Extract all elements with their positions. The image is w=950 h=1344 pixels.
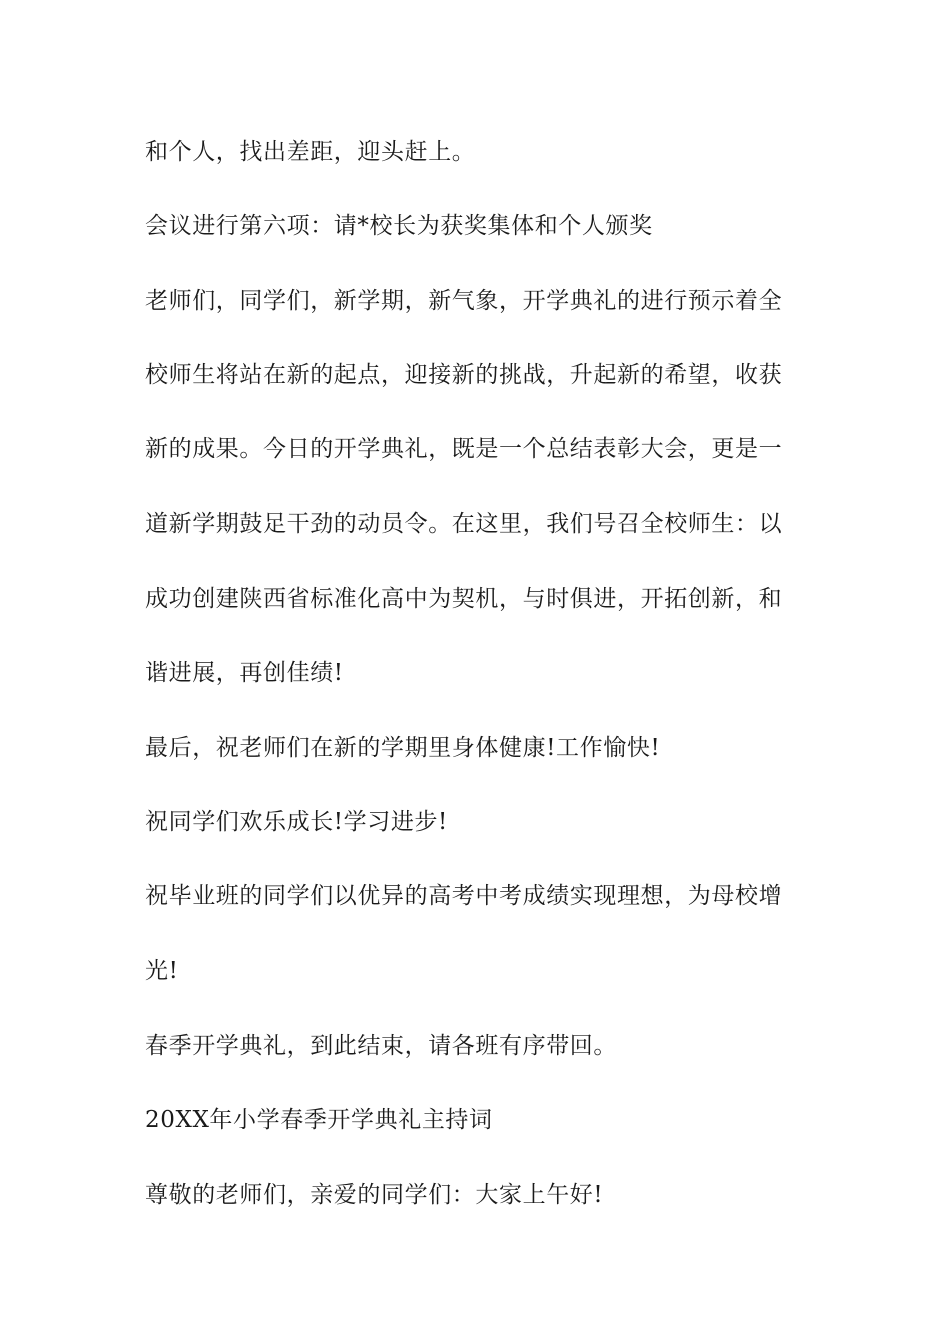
text-line: 校师生将站在新的起点，迎接新的挑战，升起新的希望，收获 — [145, 362, 783, 388]
section-title: 20XX年小学春季开学典礼主持词 — [145, 1107, 493, 1133]
text-line: 祝毕业班的同学们以优异的高考中考成绩实现理想，为母校增 — [145, 883, 783, 909]
text-line: 谐进展，再创佳绩! — [145, 660, 344, 686]
text-line: 祝同学们欢乐成长!学习进步! — [145, 809, 448, 835]
text-line: 和个人，找出差距，迎头赶上。 — [145, 139, 476, 165]
text-line: 会议进行第六项：请*校长为获奖集体和个人颁奖 — [145, 213, 653, 239]
text-line: 光! — [145, 958, 179, 984]
text-line: 尊敬的老师们，亲爱的同学们：大家上午好! — [145, 1182, 604, 1208]
text-line: 最后，祝老师们在新的学期里身体健康!工作愉快! — [145, 735, 661, 761]
text-line: 老师们，同学们，新学期，新气象，开学典礼的进行预示着全 — [145, 288, 783, 314]
text-line: 春季开学典礼，到此结束，请各班有序带回。 — [145, 1033, 617, 1059]
text-line: 道新学期鼓足干劲的动员令。在这里，我们号召全校师生：以 — [145, 511, 783, 537]
text-line: 成功创建陕西省标准化高中为契机，与时俱进，开拓创新，和 — [145, 586, 783, 612]
text-line: 新的成果。今日的开学典礼，既是一个总结表彰大会，更是一 — [145, 436, 783, 462]
